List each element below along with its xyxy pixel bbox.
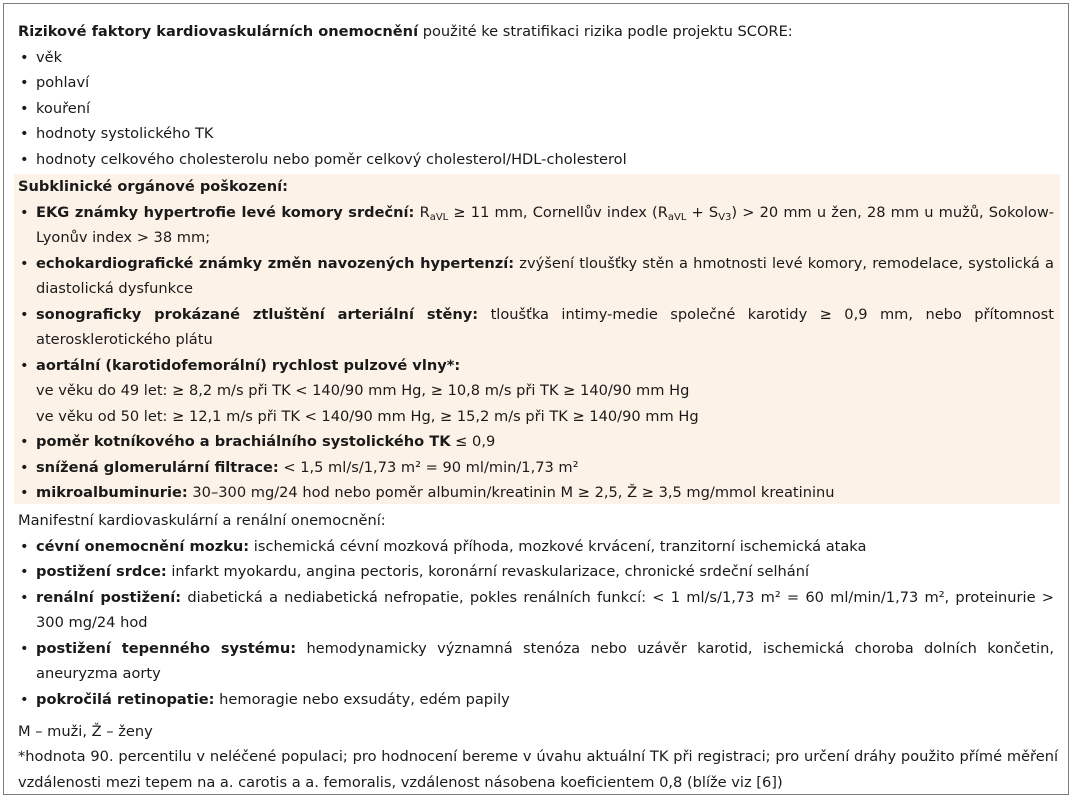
item-bold: pokročilá retinopatie:	[36, 690, 215, 708]
item-bold: sonograficky prokázané ztluštění arteriální stěny:	[36, 305, 479, 323]
bullet: •	[20, 639, 29, 657]
item-bold: postižení srdce:	[36, 563, 167, 580]
subclinical-damage-section	[14, 174, 1060, 504]
bullet: •	[20, 563, 29, 580]
risk-factors-heading-bold: Rizikové faktory kardiovaskulárních onemocnění	[18, 23, 419, 40]
bullet: •	[20, 458, 29, 476]
item-bold: snížená glomerulární filtrace:	[36, 458, 279, 476]
item-text: ischemická cévní mozková příhoda, mozkové krvácení, tranzitorní ischemická ataka	[253, 537, 867, 555]
list-item	[18, 251, 1054, 302]
subclinical-heading-text: Subklinické orgánové poškození:	[18, 178, 288, 195]
ekg-sub-v3: V3	[718, 211, 732, 223]
item-bold: cévní onemocnění mozku:	[36, 537, 250, 555]
list-item	[18, 559, 1054, 585]
list-item	[18, 687, 1054, 713]
risk-factors-heading	[18, 19, 1054, 45]
table-frame	[3, 3, 1069, 795]
bullet: •	[20, 254, 29, 272]
list-item	[18, 636, 1054, 687]
item-text: zvýšení tloušťky stěn a hmotnosti levé komory, remodelace, systolická a diastolická dysfunkce	[36, 254, 1054, 297]
bullet: •	[20, 356, 29, 374]
ekg-sub-avl: aVL	[429, 211, 449, 223]
bullet: •	[20, 690, 29, 708]
list-item	[18, 147, 1054, 173]
subclinical-heading	[18, 174, 1054, 200]
risk-factors-section	[18, 19, 1054, 172]
item-text: kouření	[36, 99, 91, 117]
list-item-pwv	[18, 353, 1054, 379]
subclinical-list	[18, 200, 1054, 379]
ekg-text-4: ) > 20 mm u žen, 28 mm u mužů, Sokolow-Lyonův index > 38 mm;	[36, 203, 1055, 246]
item-text: 30–300 mg/24 hod nebo poměr albumin/kreatinin M ≥ 2,5, Ž ≥ 3,5 mg/mmol kreatininu	[192, 484, 835, 501]
item-bold: poměr kotníkového a brachiálního systolického TK	[36, 433, 451, 450]
risk-factors-heading-rest: použité ke stratifikaci rizika podle projektu SCORE:	[422, 23, 793, 40]
list-item-ekg	[18, 200, 1054, 251]
risk-factors-list	[18, 45, 1054, 173]
item-text: věk	[36, 48, 63, 66]
list-item	[18, 429, 1054, 455]
manifest-list	[18, 534, 1054, 713]
manifest-disease-section	[18, 508, 1054, 712]
ekg-text-3: + S	[691, 203, 719, 221]
bullet: •	[20, 125, 29, 142]
list-item	[18, 70, 1054, 96]
footnote: *hodnota 90. percentilu v neléčené populaci; pro hodnocení bereme v úvahu aktuální TK při registraci; pro určení dráhy použito přímé měření vzdálenosti mezi tepem na a. carotis a a. femoralis, vzdálenost násobena koeficientem 0,8 (blíže viz [6])	[18, 748, 1058, 791]
item-bold: renální postižení:	[36, 588, 182, 606]
ekg-sub-avl-2: aVL	[667, 211, 687, 223]
bullet: •	[20, 99, 29, 117]
item-text: pohlaví	[36, 74, 90, 91]
item-text: hemoragie nebo exsudáty, edém papily	[219, 690, 510, 708]
bullet: •	[20, 484, 29, 501]
bullet: •	[20, 74, 29, 91]
bullet: •	[20, 203, 29, 221]
list-item	[18, 480, 1054, 506]
item-text: hodnoty celkového cholesterolu nebo poměr celkový cholesterol/HDL-cholesterol	[36, 150, 627, 168]
bullet: •	[20, 150, 29, 168]
list-item	[18, 302, 1054, 353]
subclinical-list-2	[18, 429, 1054, 506]
item-text: < 1,5 ml/s/1,73 m² = 90 ml/min/1,73 m²	[283, 458, 579, 476]
pwv-line-over-50: ve věku od 50 let: ≥ 12,1 m/s při TK < 140/90 mm Hg, ≥ 15,2 m/s při TK ≥ 140/90 mm Hg	[36, 407, 699, 425]
item-bold: mikroalbuminurie:	[36, 484, 188, 501]
ekg-r: R	[419, 203, 430, 221]
pwv-bold: aortální (karotidofemorální) rychlost pulzové vlny*:	[36, 356, 461, 374]
bullet: •	[20, 305, 29, 323]
item-text: infarkt myokardu, angina pectoris, koronární revaskularizace, chronické srdeční selhání	[171, 563, 810, 580]
bullet: •	[20, 48, 29, 66]
manifest-heading: Manifestní kardiovaskulární a renální onemocnění:	[18, 512, 386, 529]
list-item	[18, 96, 1054, 122]
item-bold: echokardiografické známky změn navozených hypertenzí:	[36, 254, 515, 272]
ekg-bold: EKG známky hypertrofie levé komory srdeční:	[36, 203, 415, 221]
bullet: •	[20, 433, 29, 450]
abbreviation-note: M – muži, Ž – ženy	[18, 723, 153, 740]
ekg-text-2: ≥ 11 mm, Cornellův index (R	[453, 203, 668, 221]
list-item	[18, 585, 1054, 636]
pwv-line-under-49: ve věku do 49 let: ≥ 8,2 m/s při TK < 140/90 mm Hg, ≥ 10,8 m/s při TK ≥ 140/90 mm Hg	[36, 382, 690, 399]
list-item	[18, 534, 1054, 560]
item-text: hodnoty systolického TK	[36, 125, 214, 142]
item-text: diabetická a nediabetická nefropatie, pokles renálních funkcí: < 1 ml/s/1,73 m² = 60 ml/min/1,73 m², proteinurie > 300 mg/24 hod	[36, 588, 1054, 631]
list-item	[18, 45, 1054, 71]
item-bold: postižení tepenného systému:	[36, 639, 297, 657]
list-item	[18, 455, 1054, 481]
bullet: •	[20, 588, 29, 606]
bullet: •	[20, 537, 29, 555]
list-item	[18, 121, 1054, 147]
item-text: ≤ 0,9	[455, 433, 496, 450]
item-text: tloušťka intimy-medie společné karotidy ≥ 0,9 mm, nebo přítomnost aterosklerotického plátu	[36, 305, 1054, 348]
item-text: hemodynamicky významná stenóza nebo uzávěr karotid, ischemická choroba dolních končetin, aneuryzma aorty	[36, 639, 1055, 682]
